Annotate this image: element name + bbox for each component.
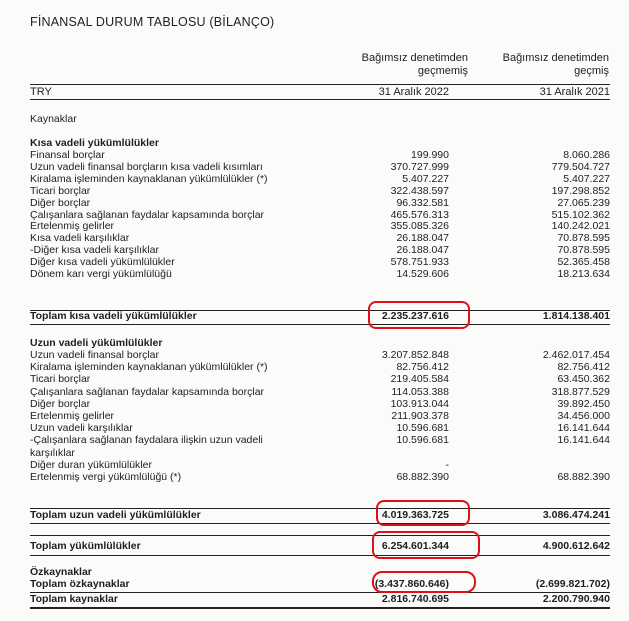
total-value-2022: (3.437.860.646) xyxy=(374,578,449,590)
line-item-value-2022: 3.207.852.848 xyxy=(381,349,449,361)
total-value-2022: 6.254.601.344 xyxy=(381,540,449,552)
line-item-label: Kiralama işleminden kaynaklanan yükümlülükler (*) xyxy=(30,172,268,185)
currency-label: TRY xyxy=(30,86,52,98)
line-item-value-2022: 199.990 xyxy=(411,149,449,161)
line-item-value-2022: - xyxy=(445,458,449,471)
divider xyxy=(30,607,610,609)
line-item-row xyxy=(30,257,610,269)
total-label: Toplam uzun vadeli yükümlülükler xyxy=(30,509,201,521)
line-item-value-2021: 52.365.458 xyxy=(557,256,610,269)
divider xyxy=(30,84,610,85)
line-item-row xyxy=(30,472,610,484)
highlight-mark xyxy=(368,301,470,329)
line-item-value-2021: 63.450.362 xyxy=(557,373,610,386)
total-row xyxy=(30,594,610,606)
long-term-heading: Uzun vadeli yükümlülükler xyxy=(30,337,163,349)
line-item-value-2022: 96.332.581 xyxy=(396,196,449,209)
total-value-2021: 4.900.612.642 xyxy=(542,540,610,552)
line-item-value-2021: 2.462.017.454 xyxy=(542,349,610,361)
divider xyxy=(30,523,610,524)
line-item-value-2022: 26.188.047 xyxy=(396,232,449,245)
line-item-label: Ertelenmiş vergi yükümlülüğü (*) xyxy=(30,471,182,483)
column-header-line2: geçmiş xyxy=(574,65,609,77)
line-item-row xyxy=(30,411,610,423)
line-item-row xyxy=(30,150,610,162)
equity-heading: Özkaynaklar xyxy=(30,566,92,578)
line-item-label: Diğer borçlar xyxy=(30,397,91,410)
line-item-value-2021: 82.756.412 xyxy=(557,361,610,374)
line-item-value-2021: 140.242.021 xyxy=(551,220,610,233)
divider xyxy=(30,324,610,325)
period-2022: 31 Aralık 2022 xyxy=(378,86,449,98)
divider xyxy=(30,555,610,556)
total-value-2022: 4.019.363.725 xyxy=(381,509,449,521)
line-item-label: Kısa vadeli karşılıklar xyxy=(30,232,130,245)
line-item-row xyxy=(30,387,610,399)
line-item-row xyxy=(30,448,610,460)
line-item-value-2022: 5.407.227 xyxy=(402,172,449,185)
line-item-value-2021: 5.407.227 xyxy=(563,172,610,185)
period-row xyxy=(30,87,610,99)
total-value-2021: 3.086.474.241 xyxy=(542,509,610,521)
line-item-row xyxy=(30,350,610,362)
section-heading xyxy=(30,114,610,126)
line-item-row xyxy=(30,186,610,198)
line-item-label: karşılıklar xyxy=(30,446,75,459)
line-item-value-2021: 16.141.644 xyxy=(557,434,610,447)
line-item-label: Diğer duran yükümlülükler xyxy=(30,458,152,471)
line-item-value-2022: 14.529.606 xyxy=(396,268,449,280)
line-item-row xyxy=(30,162,610,174)
highlight-mark xyxy=(376,500,470,526)
line-item-row xyxy=(30,210,610,222)
line-item-value-2021: 68.882.390 xyxy=(557,471,610,483)
line-item-row xyxy=(30,399,610,411)
line-item-value-2022: 114.053.388 xyxy=(391,385,449,398)
line-item-value-2022: 211.903.378 xyxy=(391,410,449,422)
line-item-value-2022: 68.882.390 xyxy=(396,471,449,483)
total-value-2021: (2.699.821.702) xyxy=(535,578,610,590)
total-label: Toplam özkaynaklar xyxy=(30,578,130,590)
total-row xyxy=(30,579,610,591)
column-header-line2: geçmemiş xyxy=(417,65,468,77)
divider xyxy=(30,99,610,100)
total-value-2021: 1.814.138.401 xyxy=(542,310,610,322)
short-term-heading: Kısa vadeli yükümlülükler xyxy=(30,137,159,149)
line-item-value-2021: 27.065.239 xyxy=(557,196,610,209)
line-item-label: Çalışanlara sağlanan faydalar kapsamında borçlar xyxy=(30,208,265,221)
line-item-label: Ertelenmiş gelirler xyxy=(30,220,115,233)
line-item-row xyxy=(30,374,610,386)
total-value-2022: 2.235.237.616 xyxy=(381,310,449,322)
period-2021: 31 Aralık 2021 xyxy=(539,86,610,98)
line-item-label: -Diğer kısa vadeli karşılıklar xyxy=(30,244,159,257)
line-item-row xyxy=(30,435,610,447)
column-header-line1: Bağımsız denetimden xyxy=(361,52,468,64)
line-item-value-2021: 18.213.634 xyxy=(557,268,610,280)
line-item-value-2021: 197.298.852 xyxy=(551,184,610,197)
page-title: FİNANSAL DURUM TABLOSU (BİLANÇO) xyxy=(30,15,275,29)
total-row xyxy=(30,311,610,323)
column-header-2022 xyxy=(328,52,468,78)
total-value-2022: 2.816.740.695 xyxy=(381,593,449,605)
line-item-value-2022: 370.727.999 xyxy=(390,160,449,173)
line-item-row xyxy=(30,198,610,210)
line-item-label: Kiralama işleminden kaynaklanan yükümlülükler (*) xyxy=(30,361,268,374)
line-item-label: Ertelenmiş gelirler xyxy=(30,410,115,422)
line-item-row xyxy=(30,269,610,281)
column-header-2021 xyxy=(469,52,609,78)
total-label: Toplam kaynaklar xyxy=(30,593,118,605)
total-row xyxy=(30,541,610,553)
line-item-label: Dönem karı vergi yükümlülüğü xyxy=(30,268,172,280)
line-item-label: Ticari borçlar xyxy=(30,184,91,197)
total-row xyxy=(30,510,610,522)
line-item-row xyxy=(30,245,610,257)
line-item-value-2021: 16.141.644 xyxy=(557,422,610,435)
line-item-value-2022: 219.405.584 xyxy=(390,373,449,386)
line-item-row xyxy=(30,221,610,233)
line-item-row xyxy=(30,423,610,435)
total-value-2021: 2.200.790.940 xyxy=(542,593,610,605)
section-heading xyxy=(30,338,610,350)
line-item-value-2021: 8.060.286 xyxy=(563,149,610,161)
line-item-value-2021: 70.878.595 xyxy=(557,232,610,245)
total-label: Toplam yükümlülükler xyxy=(30,540,141,552)
line-item-value-2021: 34.456.000 xyxy=(557,410,610,422)
line-item-value-2022: 578.751.933 xyxy=(390,256,449,269)
line-item-label: Uzun vadeli finansal borçlar xyxy=(30,349,159,361)
line-item-value-2021: 515.102.362 xyxy=(551,208,610,221)
line-item-value-2021: 318.877.529 xyxy=(551,385,610,398)
column-header-line1: Bağımsız denetimden xyxy=(502,52,609,64)
line-item-label: Finansal borçlar xyxy=(30,149,105,161)
line-item-value-2022: 103.913.044 xyxy=(390,397,449,410)
highlight-mark xyxy=(372,531,480,559)
line-item-label: Uzun vadeli karşılıklar xyxy=(30,422,133,435)
line-item-label: Diğer borçlar xyxy=(30,196,91,209)
line-item-label: -Çalışanlara sağlanan faydalara ilişkin uzun vadeli xyxy=(30,434,263,447)
line-item-row xyxy=(30,233,610,245)
line-item-value-2021: 70.878.595 xyxy=(557,244,610,257)
line-item-value-2021: 39.892.450 xyxy=(557,397,610,410)
line-item-value-2022: 82.756.412 xyxy=(396,361,449,374)
line-item-value-2022: 355.085.326 xyxy=(390,220,449,233)
total-label: Toplam kısa vadeli yükümlülükler xyxy=(30,310,197,322)
line-item-value-2022: 465.576.313 xyxy=(390,208,449,221)
line-item-label: Çalışanlara sağlanan faydalar kapsamında borçlar xyxy=(30,385,265,398)
highlight-mark xyxy=(372,571,476,593)
line-item-row xyxy=(30,460,610,472)
line-item-label: Uzun vadeli finansal borçların kısa vadeli kısımları xyxy=(30,160,263,173)
section-heading xyxy=(30,138,610,150)
line-item-row xyxy=(30,174,610,186)
divider xyxy=(30,535,610,536)
line-item-value-2021: 779.504.727 xyxy=(551,160,610,173)
line-item-value-2022: 322.438.597 xyxy=(390,184,449,197)
section-kaynaklar: Kaynaklar xyxy=(30,113,77,125)
line-item-value-2022: 10.596.681 xyxy=(396,422,449,435)
line-item-value-2022: 10.596.681 xyxy=(396,434,449,447)
line-item-row xyxy=(30,362,610,374)
line-item-label: Ticari borçlar xyxy=(30,373,91,386)
line-item-label: Diğer kısa vadeli yükümlülükler xyxy=(30,256,175,269)
section-heading xyxy=(30,567,610,579)
line-item-value-2022: 26.188.047 xyxy=(396,244,449,257)
